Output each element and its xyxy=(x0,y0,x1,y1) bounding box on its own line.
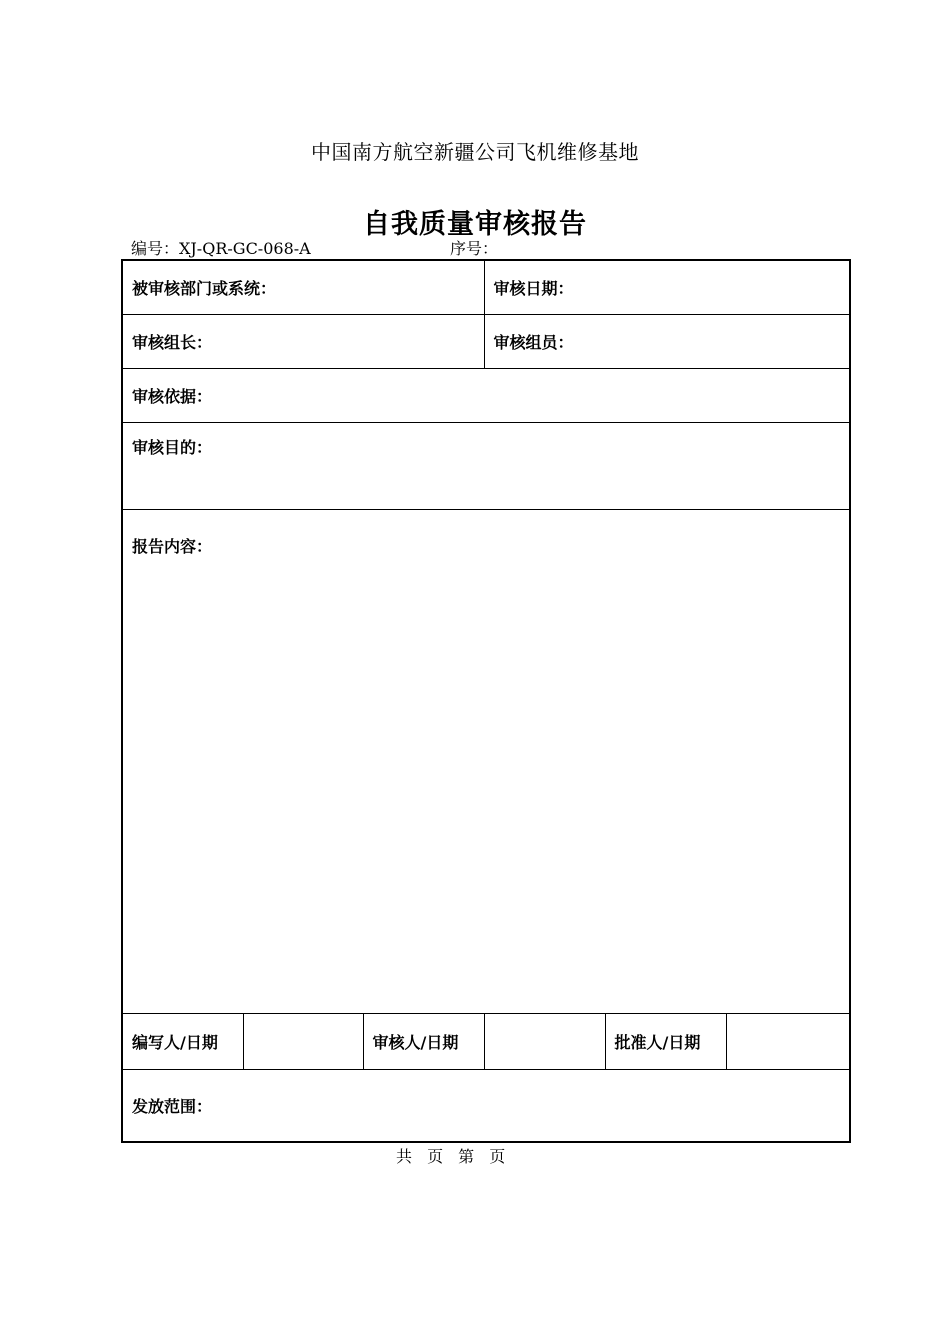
reviewed-by-label: 审核人/日期 xyxy=(363,1013,484,1069)
audited-dept-cell[interactable] xyxy=(122,260,484,314)
audit-basis-cell[interactable] xyxy=(122,368,850,422)
team-member-cell[interactable] xyxy=(484,314,850,368)
report-content-label: 报告内容： xyxy=(132,536,213,556)
distribution-label: 发放范围： xyxy=(132,1096,213,1116)
audit-report-form xyxy=(121,259,851,1143)
distribution-cell[interactable] xyxy=(122,1069,850,1142)
prepared-by-value[interactable] xyxy=(243,1013,363,1069)
page-counter: 共 页 第 页 xyxy=(396,1147,506,1166)
serial-number-label: 序号： xyxy=(450,239,499,258)
team-member-label: 审核组员： xyxy=(493,332,574,352)
approved-by-value[interactable] xyxy=(726,1013,850,1069)
audit-date-label: 审核日期： xyxy=(493,278,574,298)
audited-dept-label: 被审核部门或系统： xyxy=(132,278,277,298)
report-content-cell[interactable] xyxy=(122,509,850,1013)
document-title: 自我质量审核报告 xyxy=(363,209,587,240)
audit-basis-label: 审核依据： xyxy=(132,386,213,406)
reviewed-by-value[interactable] xyxy=(484,1013,605,1069)
audit-purpose-cell[interactable] xyxy=(122,422,850,509)
audit-purpose-label: 审核目的： xyxy=(132,437,213,457)
team-leader-label: 审核组长： xyxy=(132,332,213,352)
organization-title: 中国南方航空新疆公司飞机维修基地 xyxy=(311,140,639,164)
audit-date-cell[interactable] xyxy=(484,260,850,314)
approved-by-label: 批准人/日期 xyxy=(605,1013,726,1069)
document-code: 编号：XJ-QR-GC-068-A xyxy=(131,239,311,258)
prepared-by-label: 编写人/日期 xyxy=(122,1013,243,1069)
team-leader-cell[interactable] xyxy=(122,314,484,368)
